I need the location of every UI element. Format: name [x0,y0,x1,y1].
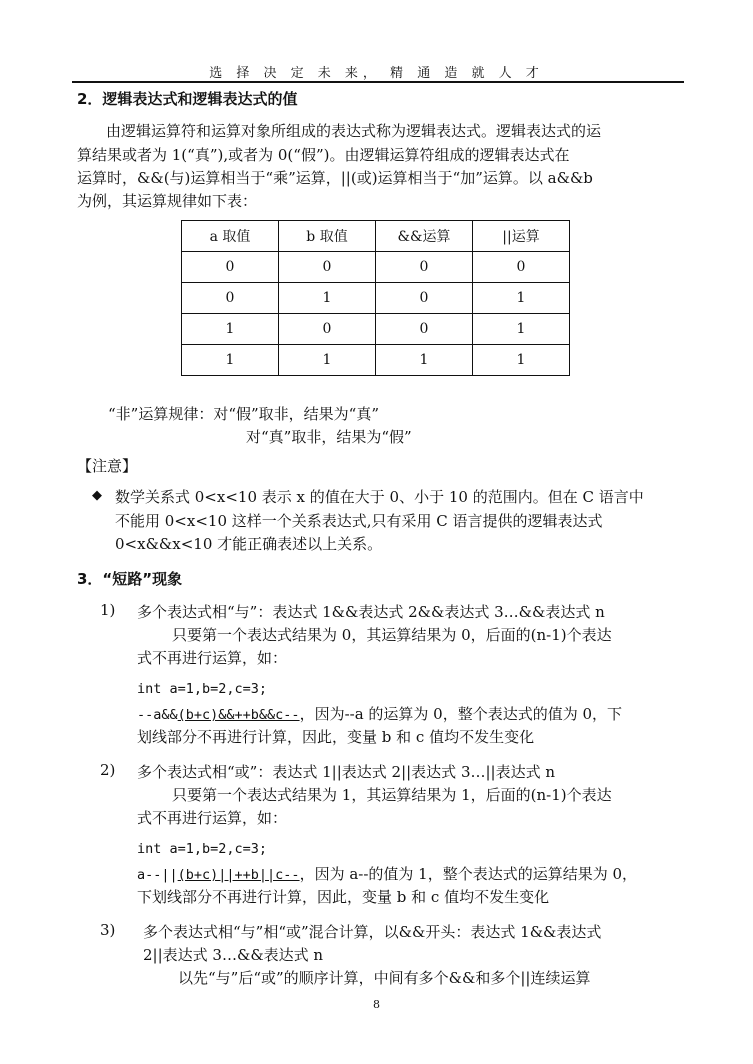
table-cell: 1 [473,283,570,314]
table-cell: 0 [376,314,473,345]
diamond-bullet-icon: ◆ [92,488,102,503]
item-1-line-1: 只要第一个表达式结果为 0，其运算结果为 0，后面的(n-1)个表达 [172,626,612,644]
table-cell: 1 [473,345,570,376]
table-cell: 1 [473,314,570,345]
code-explanation: ，因为--a 的运算为 0，整个表达式的值为 0，下 [299,705,623,723]
item-1-line-3: 划线部分不再进行计算，因此，变量 b 和 c 值均不发生变化 [137,728,535,746]
item-2-line-1: 只要第一个表达式结果为 1，其运算结果为 1，后面的(n-1)个表达 [172,786,612,804]
table-cell: 0 [279,252,376,283]
note-line-2: 不能用 0<x<10 这样一个关系表达式,只有采用 C 语言提供的逻辑表达式 [115,512,603,530]
table-header-cell: a 取值 [182,221,279,252]
paragraph-line-4: 为例，其运算规律如下表： [77,192,258,210]
paragraph-line-2: 算结果或者为 1(“真”),或者为 0(“假”)。由逻辑运算符组成的逻辑表达式在 [77,146,570,164]
underlined-code: (b+c)||++b||c-- [177,867,300,883]
table-header-cell: ||运算 [473,221,570,252]
item-2-heading: 多个表达式相“或”：表达式 1||表达式 2||表达式 3…||表达式 n [137,763,556,781]
table-row [182,314,570,345]
table-cell: 1 [279,345,376,376]
item-3-number: 3) [100,921,116,939]
item-2-line-3: 下划线部分不再进行计算，因此，变量 b 和 c 值均不发生变化 [137,888,550,906]
header-rule [72,81,684,83]
note-title: 【注意】 [77,457,138,475]
table-cell: 1 [376,345,473,376]
page-header: 选 择 决 定 未 来， 精 通 造 就 人 才 [209,66,544,81]
item-1-number: 1) [100,601,116,619]
truth-table [181,220,570,376]
table-cell: 0 [279,314,376,345]
not-rule-line-1: “非”运算规律：对“假”取非，结果为“真” [108,405,380,423]
code-explanation: ，因为 a--的值为 1，整个表达式的运算结果为 0， [299,865,638,883]
table-cell: 0 [376,252,473,283]
item-2-number: 2) [100,761,116,779]
not-rule-line-2: 对“真”取非，结果为“假” [246,428,412,446]
note-line-1: 数学关系式 0<x<10 表示 x 的值在大于 0、小于 10 的范围内。但在 C 语言中 [115,488,644,506]
item-3-line-2: 以先“与”后“或”的顺序计算，中间有多个&&和多个||连续运算 [178,969,591,987]
item-1-heading: 多个表达式相“与”：表达式 1&&表达式 2&&表达式 3…&&表达式 n [137,603,605,621]
item-3-line-1: 2||表达式 3…&&表达式 n [143,946,324,964]
paragraph-line-1: 由逻辑运算符和运算对象所组成的表达式称为逻辑表达式。逻辑表达式的运 [106,122,602,140]
table-cell: 0 [473,252,570,283]
table-header-cell: &&运算 [376,221,473,252]
item-1-line-2: 式不再进行运算，如： [137,649,288,667]
paragraph-line-3: 运算时，&&(与)运算相当于“乘”运算，||(或)运算相当于“加”运算。以 a&&b [77,169,593,187]
table-header-cell: b 取值 [279,221,376,252]
item-1-code-line-2 [137,703,622,724]
table-cell: 1 [182,314,279,345]
item-1-code-line-1: int a=1,b=2,c=3; [137,681,268,697]
page-number: 8 [373,998,380,1011]
code-prefix: --a&& [137,707,178,723]
item-2-code-line-2 [137,863,637,884]
item-2-code-line-1: int a=1,b=2,c=3; [137,841,268,857]
table-row [182,345,570,376]
underlined-code: (b+c)&&++b&&c-- [177,707,300,723]
section-3-title: 3．“短路”现象 [77,570,183,588]
table-row [182,283,570,314]
table-cell: 0 [182,252,279,283]
item-2-line-2: 式不再进行运算，如： [137,809,288,827]
note-line-3: 0<x&&x<10 才能正确表述以上关系。 [115,535,383,553]
item-3-heading: 多个表达式相“与”相“或”混合计算，以&&开头：表达式 1&&表达式 [143,923,602,941]
table-header-row [182,221,570,252]
table-cell: 1 [182,345,279,376]
table-row [182,252,570,283]
table-cell: 1 [279,283,376,314]
table-cell: 0 [376,283,473,314]
table-cell: 0 [182,283,279,314]
code-prefix: a--|| [137,867,178,883]
section-2-title: 2．逻辑表达式和逻辑表达式的值 [77,90,298,108]
